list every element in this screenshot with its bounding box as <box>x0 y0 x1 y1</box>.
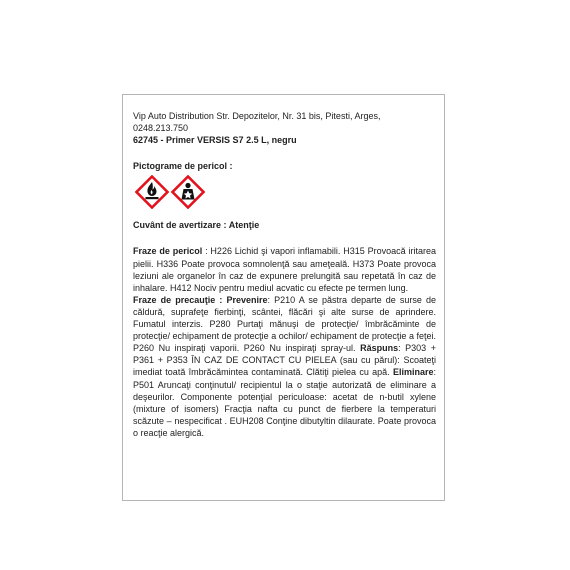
label-content <box>133 110 436 439</box>
signal-word <box>133 219 436 231</box>
hazard-statements <box>133 245 436 293</box>
pictograms-title: Pictograme de pericol : <box>133 161 233 172</box>
signal-word-value: Atenţie <box>228 220 260 231</box>
signal-word-label: Cuvânt de avertizare : <box>133 220 227 231</box>
supplier-line: Vip Auto Distribution Str. Depozitelor, Nr. 31 bis, Pitesti, Arges, <box>133 111 381 121</box>
precautionary-statements <box>133 294 436 439</box>
health-hazard-icon <box>171 175 205 209</box>
prevention-label: Prevenire <box>226 294 268 305</box>
hazard-text: : H226 Lichid şi vapori inflamabili. H315 Provoacă iritarea pielii. H336 Poate provoca somnolenţă sau ameţeală. H373 Poate provoca leziuni ale organelor în caz de expunere prelungită sau repetată în caz de inhalare. H412 Nociv pentru mediul acvatic cu efecte pe termen lung. <box>133 246 436 293</box>
response-text: : P303 + P361 + P353 ÎN CAZ DE CONTACT CU PIELEA (sau cu părul): Scoateţi imediat toată îmbrăcămintea contaminată. Clătiţi pielea cu apă. <box>133 343 436 378</box>
product-name: 62745 - Primer VERSIS S7 2.5 L, negru <box>133 135 297 146</box>
disposal-text: : P501 Aruncaţi conţinutul/ recipientul la o staţie autorizată de eliminare a deşeurilor. Componente potenţial periculoase: acetat de n-butil xylene (mixture of isomers) Fracţia nafta cu punct de fierbere la temperaturi scăzute – nespecificat . EUH208 Conţine dibutyltin dilaurate. Poate provoca o reacţie alergică. <box>133 367 436 438</box>
hazard-label: Fraze de pericol <box>133 246 203 257</box>
precaution-sep: : <box>215 294 227 305</box>
supplier-address <box>133 110 436 134</box>
pictogram-row <box>135 175 436 209</box>
precaution-label: Fraze de precauţie <box>133 294 216 305</box>
prevention-text: : P210 A se păstra departe de surse de căldură, suprafeţe fierbinţi, scântei, flăcări şi alte surse de aprindere. Fumatul interzis. P280 Purtaţi mănuşi de protecţie/ îmbrăcăminte de protecţie/ echipament de protecţie a ochilor/ echipament de protecţie a feţei. P260 Nu inspiraţi vaporii. P260 Nu inspiraţi spray-ul. <box>133 294 437 354</box>
supplier-phone: 0248.213.750 <box>133 123 189 134</box>
flame-icon <box>135 175 169 209</box>
response-label: Răspuns <box>360 343 399 354</box>
disposal-label: Eliminare <box>392 367 434 378</box>
